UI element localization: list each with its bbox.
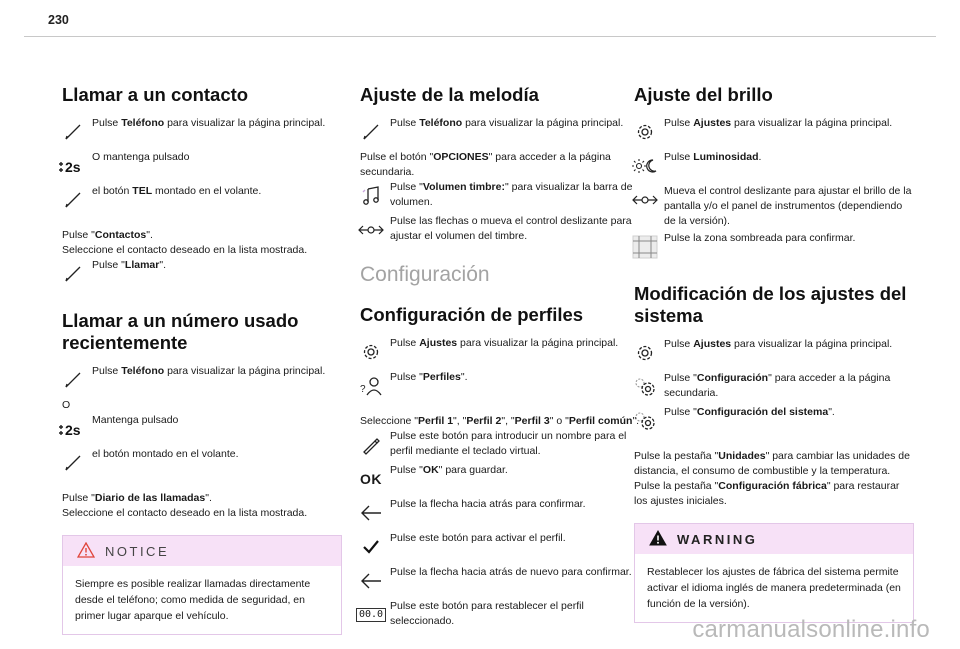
step-system-config: Pulse "Configuración del sistema".	[634, 405, 914, 437]
heading-call-contact: Llamar a un contacto	[62, 84, 249, 105]
gear-icon	[628, 337, 662, 369]
profile-icon	[354, 370, 388, 402]
paragraph: Seleccione el contacto deseado en la lista mostrada.	[62, 507, 308, 519]
column-3	[634, 84, 914, 623]
back-arrow-icon	[354, 565, 388, 597]
heading-call-recent: Llamar a un número usado recientemente	[62, 310, 299, 353]
step-hold: 2s O mantenga pulsado	[62, 150, 342, 182]
paragraph: Seleccione el contacto deseado en la lista mostrada.	[62, 244, 308, 256]
heading-system-settings: Modificación de los ajustes del sistema	[634, 283, 907, 326]
step-phone: Pulse Teléfono para visualizar la página principal.	[62, 364, 342, 396]
step-hold: 2s Mantenga pulsado	[62, 413, 342, 445]
paragraph: Pulse el botón "OPCIONES" para acceder a la página secundaria.	[360, 151, 611, 178]
pen-icon	[56, 447, 90, 479]
step-slider: Pulse las flechas o mueva el control deslizante para ajustar el volumen del timbre.	[360, 214, 640, 246]
reset-icon: 00.0	[354, 599, 388, 631]
notice-header: NOTICE	[63, 536, 341, 566]
svg-text:2s: 2s	[65, 159, 81, 175]
paragraph: Pulse "Diario de las llamadas".	[62, 492, 212, 504]
sun-moon-icon	[628, 150, 662, 182]
step-settings: Pulse Ajustes para visualizar la página principal.	[360, 336, 640, 368]
step-brightness: Pulse Luminosidad.	[634, 150, 914, 182]
page-number: 230	[48, 13, 69, 27]
svg-text:?: ?	[360, 384, 366, 395]
step-phone: Pulse Teléfono para visualizar la página principal.	[360, 116, 640, 148]
back-arrow-icon	[354, 497, 388, 529]
column-1	[62, 84, 342, 635]
pen-icon	[56, 116, 90, 148]
step-settings: Pulse Ajustes para visualizar la página principal.	[634, 337, 914, 369]
step-name: Pulse este botón para introducir un nombre para el perfil mediante el teclado virtual.	[360, 429, 640, 461]
paragraph: O	[62, 399, 71, 411]
step-ring-volume: Pulse "Volumen timbre:" para visualizar la barra de volumen.	[360, 180, 640, 212]
heading-brightness: Ajuste del brillo	[634, 84, 773, 105]
step-back-again: Pulse la flecha hacia atrás de nuevo para confirmar.	[360, 565, 640, 597]
step-call: Pulse "Llamar".	[62, 258, 342, 290]
slider-arrows-icon	[628, 184, 662, 216]
gear-icon	[628, 116, 662, 148]
step-ok: OK Pulse "OK" para guardar.	[360, 463, 640, 495]
checkmark-icon	[354, 531, 388, 563]
warning-header: WARNING	[635, 524, 913, 554]
column-2	[360, 84, 640, 633]
paragraph: Pulse la pestaña "Unidades" para cambiar las unidades de distancia, el consumo de combustible y la temperatura.	[634, 450, 910, 477]
double-gear-icon	[628, 371, 662, 403]
warning-triangle-icon	[77, 542, 95, 561]
heading-ringtone: Ajuste de la melodía	[360, 84, 539, 105]
svg-text:2s: 2s	[65, 422, 81, 438]
shaded-zone-icon	[628, 231, 662, 263]
step-confirm: Pulse la zona sombreada para confirmar.	[634, 231, 914, 263]
double-gear-icon	[628, 405, 662, 437]
pen-icon	[354, 116, 388, 148]
gear-icon	[354, 336, 388, 368]
steering-wheel-button-icon	[56, 150, 90, 182]
pen-icon	[56, 184, 90, 216]
step-slider: Mueva el control deslizante para ajustar el brillo de la pantalla y/o el panel de instrumentos (dependiendo de la versión).	[634, 184, 914, 229]
watermark: carmanualsonline.info	[692, 616, 930, 643]
paragraph: Seleccione "Perfil 1", "Perfil 2", "Perfil 3" o "Perfil común".	[360, 415, 640, 427]
top-divider	[24, 36, 936, 37]
pencil-icon	[354, 429, 388, 461]
notice-box	[62, 535, 342, 635]
slider-arrows-icon	[354, 214, 388, 246]
step-profiles: ? Pulse "Perfiles".	[360, 370, 640, 402]
step-button: el botón montado en el volante.	[62, 447, 342, 479]
notice-body: Siempre es posible realizar llamadas directamente desde el teléfono; como medida de seguridad, en primer lugar aparque el vehículo.	[75, 578, 311, 622]
step-settings: Pulse Ajustes para visualizar la página principal.	[634, 116, 914, 148]
step-tel: el botón TEL montado en el volante.	[62, 184, 342, 216]
heading-profiles: Configuración de perfiles	[360, 304, 584, 325]
ok-icon: OK	[360, 471, 382, 487]
warning-body: Restablecer los ajustes de fábrica del sistema permite activar el idioma inglés de manera predeterminada (en función de la versión).	[647, 566, 901, 610]
step-reset: 00.0 Pulse este botón para restablecer el perfil seleccionado.	[360, 599, 640, 631]
step-phone: Pulse Teléfono para visualizar la página principal.	[62, 116, 342, 148]
music-note-icon	[354, 180, 388, 212]
pen-icon	[56, 258, 90, 290]
warning-triangle-icon	[649, 530, 667, 549]
paragraph: Pulse "Contactos".	[62, 229, 153, 241]
step-configuration: Pulse "Configuración" para acceder a la página secundaria.	[634, 371, 914, 403]
paragraph: Pulse la pestaña "Configuración fábrica" para restaurar los ajustes iniciales.	[634, 480, 900, 507]
heading-configuration: Configuración	[360, 263, 490, 286]
warning-box	[634, 523, 914, 623]
step-activate: Pulse este botón para activar el perfil.	[360, 531, 640, 563]
steering-wheel-button-icon	[56, 413, 90, 445]
step-back: Pulse la flecha hacia atrás para confirmar.	[360, 497, 640, 529]
pen-icon	[56, 364, 90, 396]
